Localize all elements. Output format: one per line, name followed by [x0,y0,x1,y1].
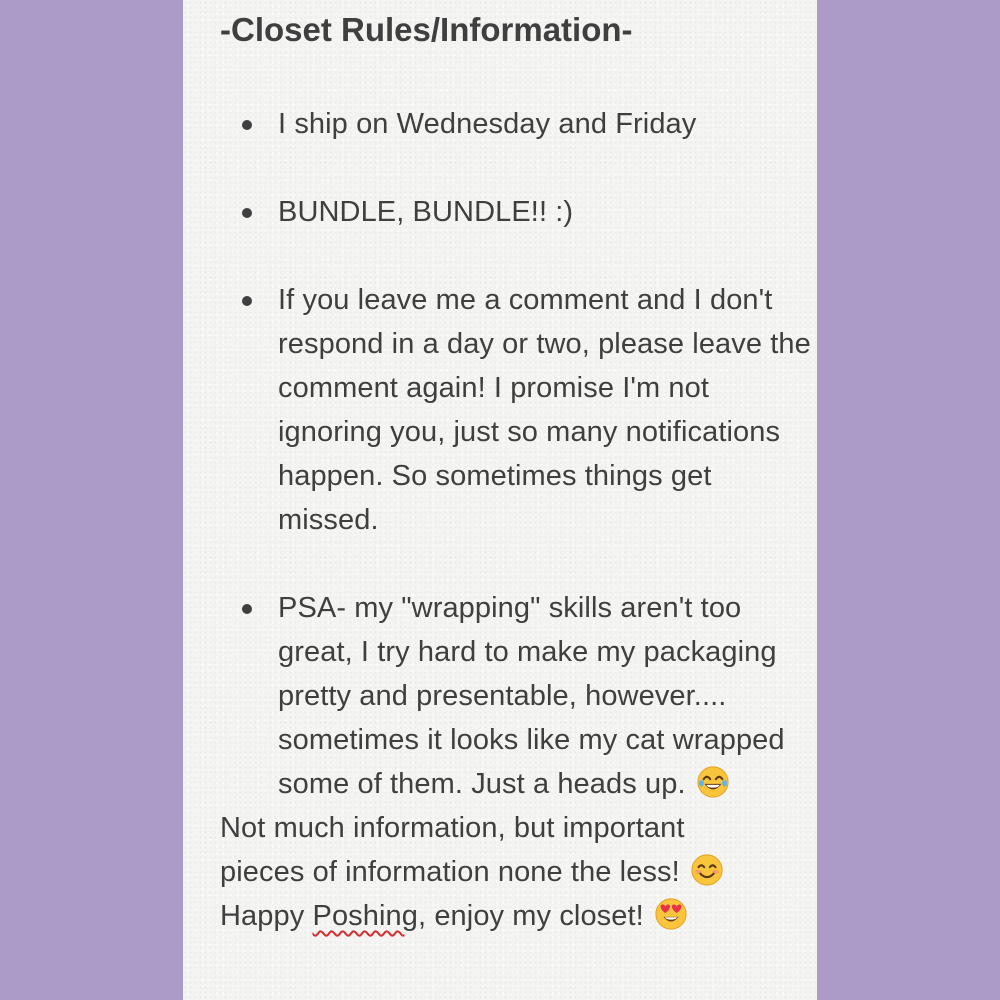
misspelled-word[interactable]: Poshing [312,900,418,932]
rule-text: PSA- my "wrapping" skills aren't too great, I try hard to make my packaging pretty and presentable, however.... sometimes it looks like my cat wrapped some of them. Just a heads up. [278,592,785,800]
list-item [220,586,817,806]
footer-line [220,850,816,894]
list-item [220,190,817,234]
face-with-tears-of-joy-icon [696,765,730,799]
footer-line-text: , enjoy my closet! [418,900,644,932]
footer-line-text: pieces of information none the less! [220,856,680,888]
note-title: -Closet Rules/Information- [220,11,633,48]
heart-eyes-icon [654,897,688,931]
rule-text: BUNDLE, BUNDLE!! :) [278,196,574,228]
rule-text: I ship on Wednesday and Friday [278,108,697,140]
note-body[interactable] [220,8,816,938]
list-item [220,278,817,542]
rules-list [220,102,816,806]
bullet-icon [242,120,252,130]
footer-line [220,894,816,938]
rule-text: If you leave me a comment and I don't respond in a day or two, please leave the comment again! I promise I'm not ignoring you, just so many notifications happen. So sometimes things get missed. [278,284,811,536]
footer-line: Not much information, but important [220,812,685,844]
list-item [220,102,817,146]
closing-message [220,806,816,938]
bullet-icon [242,296,252,306]
bullet-icon [242,604,252,614]
smiling-face-icon [690,853,724,887]
bullet-icon [242,208,252,218]
footer-line-text: Happy [220,900,313,932]
note-paper [183,0,817,1000]
